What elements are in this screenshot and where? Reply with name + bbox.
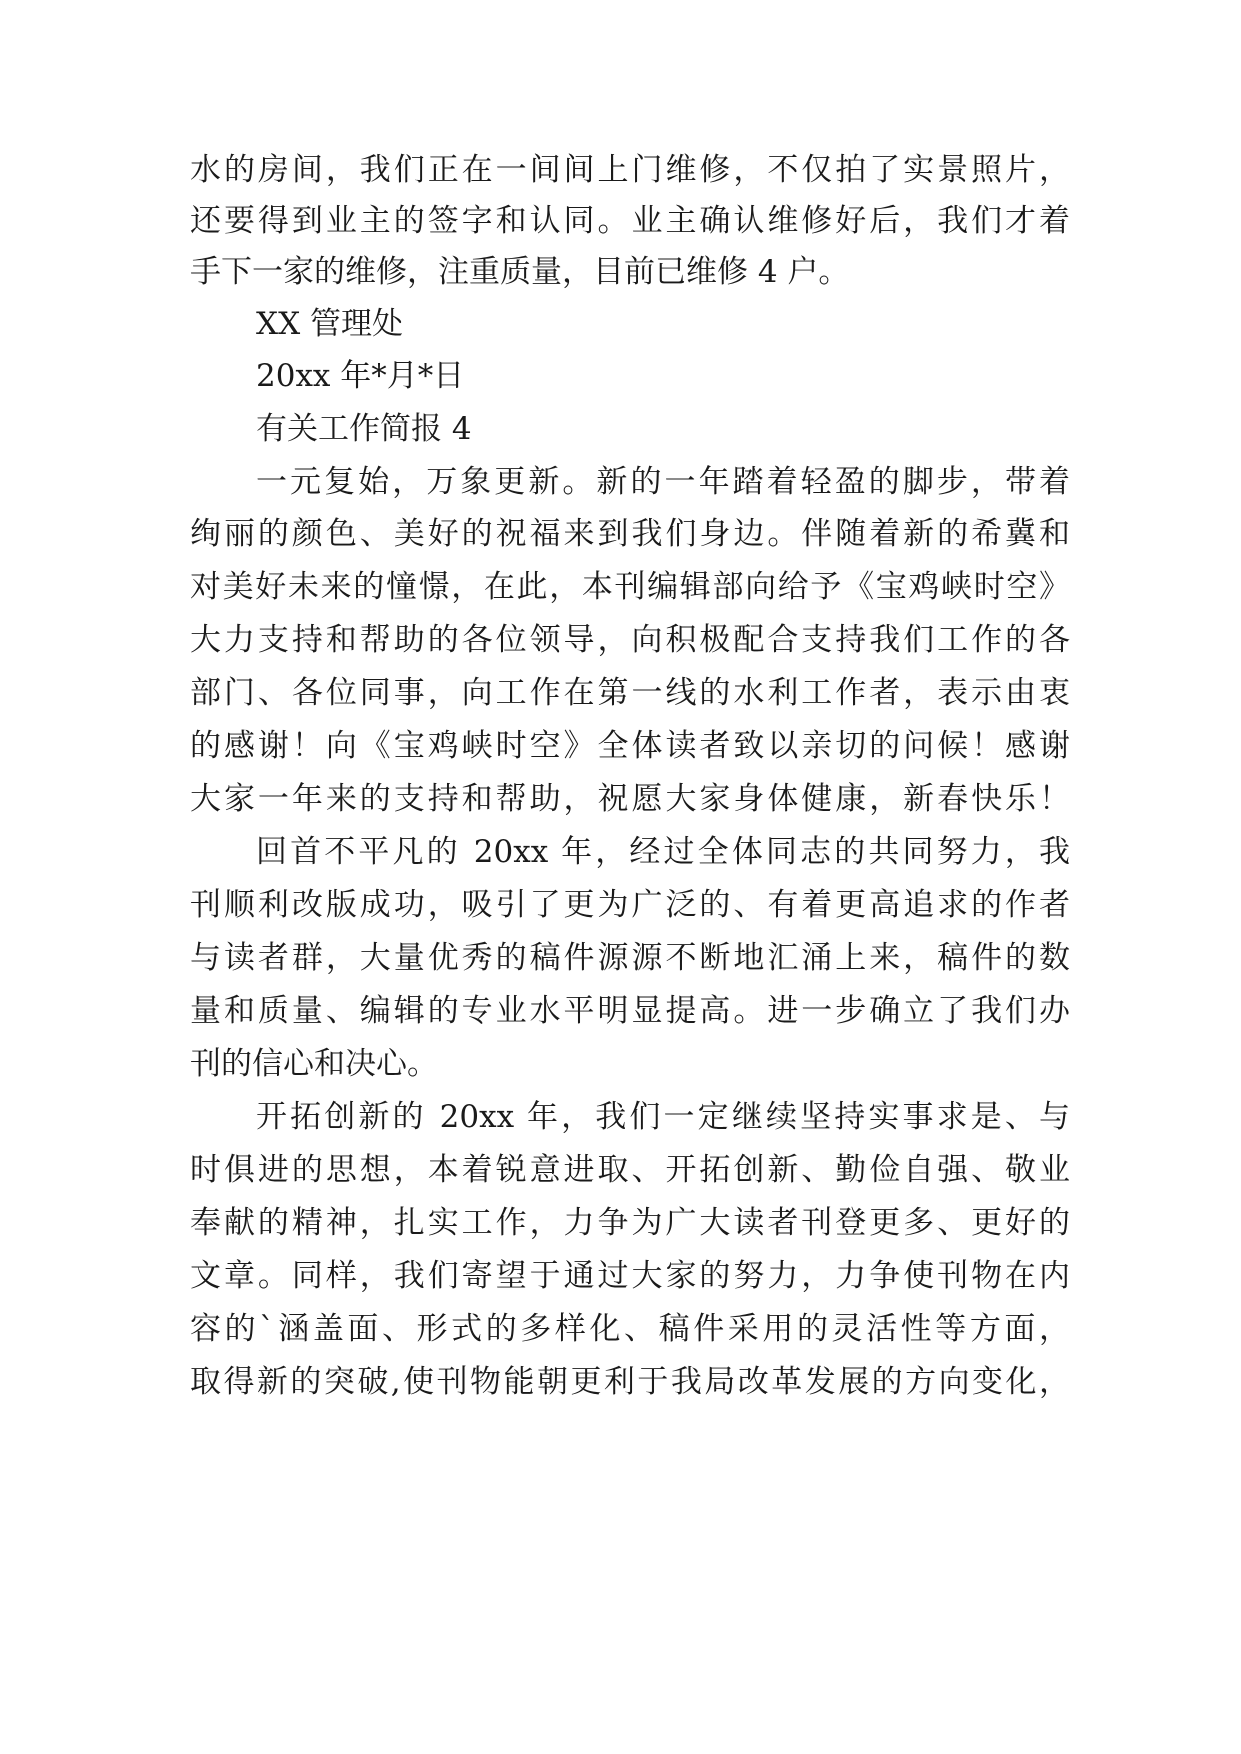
text-line: 大力支持和帮助的各位领导，向积极配合支持我们工作的各 <box>190 622 1070 658</box>
text-line: 与读者群，大量优秀的稿件源源不断地汇涌上来，稿件的数 <box>190 940 1070 976</box>
text-line: 绚丽的颜色、美好的祝福来到我们身边。伴随着新的希冀和 <box>190 516 1070 552</box>
text-line: 水的房间，我们正在一间间上门维修，不仅拍了实景照片， <box>190 152 1070 188</box>
text-line: 开拓创新的 20xx 年，我们一定继续坚持实事求是、与 <box>256 1099 1070 1135</box>
text-line: 对美好未来的憧憬，在此，本刊编辑部向给予《宝鸡峡时空》 <box>190 569 1070 605</box>
text-line: 文章。同样，我们寄望于通过大家的努力，力争使刊物在内 <box>190 1258 1070 1294</box>
text-line: 一元复始，万象更新。新的一年踏着轻盈的脚步，带着 <box>256 464 1070 500</box>
text-line: 时俱进的思想，本着锐意进取、开拓创新、勤俭自强、敬业 <box>190 1152 1070 1188</box>
section-heading: 有关工作简报 4 <box>256 411 472 447</box>
text-line: 部门、各位同事，向工作在第一线的水利工作者，表示由衷 <box>190 675 1070 711</box>
text-line: 回首不平凡的 20xx 年，经过全体同志的共同努力，我 <box>256 834 1070 870</box>
text-line: 奉献的精神，扎实工作，力争为广大读者刊登更多、更好的 <box>190 1205 1070 1241</box>
text-line: 取得新的突破,使刊物能朝更利于我局改革发展的方向变化， <box>190 1364 1070 1400</box>
text-line: 的感谢！向《宝鸡峡时空》全体读者致以亲切的问候！感谢 <box>190 728 1070 764</box>
text-line: 还要得到业主的签字和认同。业主确认维修好后，我们才着 <box>190 203 1070 239</box>
text-line: 容的`涵盖面、形式的多样化、稿件采用的灵活性等方面， <box>190 1311 1070 1347</box>
text-line: 手下一家的维修，注重质量，目前已维修 4 户。 <box>190 254 850 290</box>
signature-date: 20xx 年*月*日 <box>256 358 465 394</box>
signature-org: XX 管理处 <box>256 306 403 342</box>
text-line: 刊的信心和决心。 <box>190 1046 438 1082</box>
text-line: 刊顺利改版成功，吸引了更为广泛的、有着更高追求的作者 <box>190 887 1070 923</box>
text-line: 量和质量、编辑的专业水平明显提高。进一步确立了我们办 <box>190 993 1070 1029</box>
text-line: 大家一年来的支持和帮助，祝愿大家身体健康，新春快乐！ <box>190 781 1070 817</box>
